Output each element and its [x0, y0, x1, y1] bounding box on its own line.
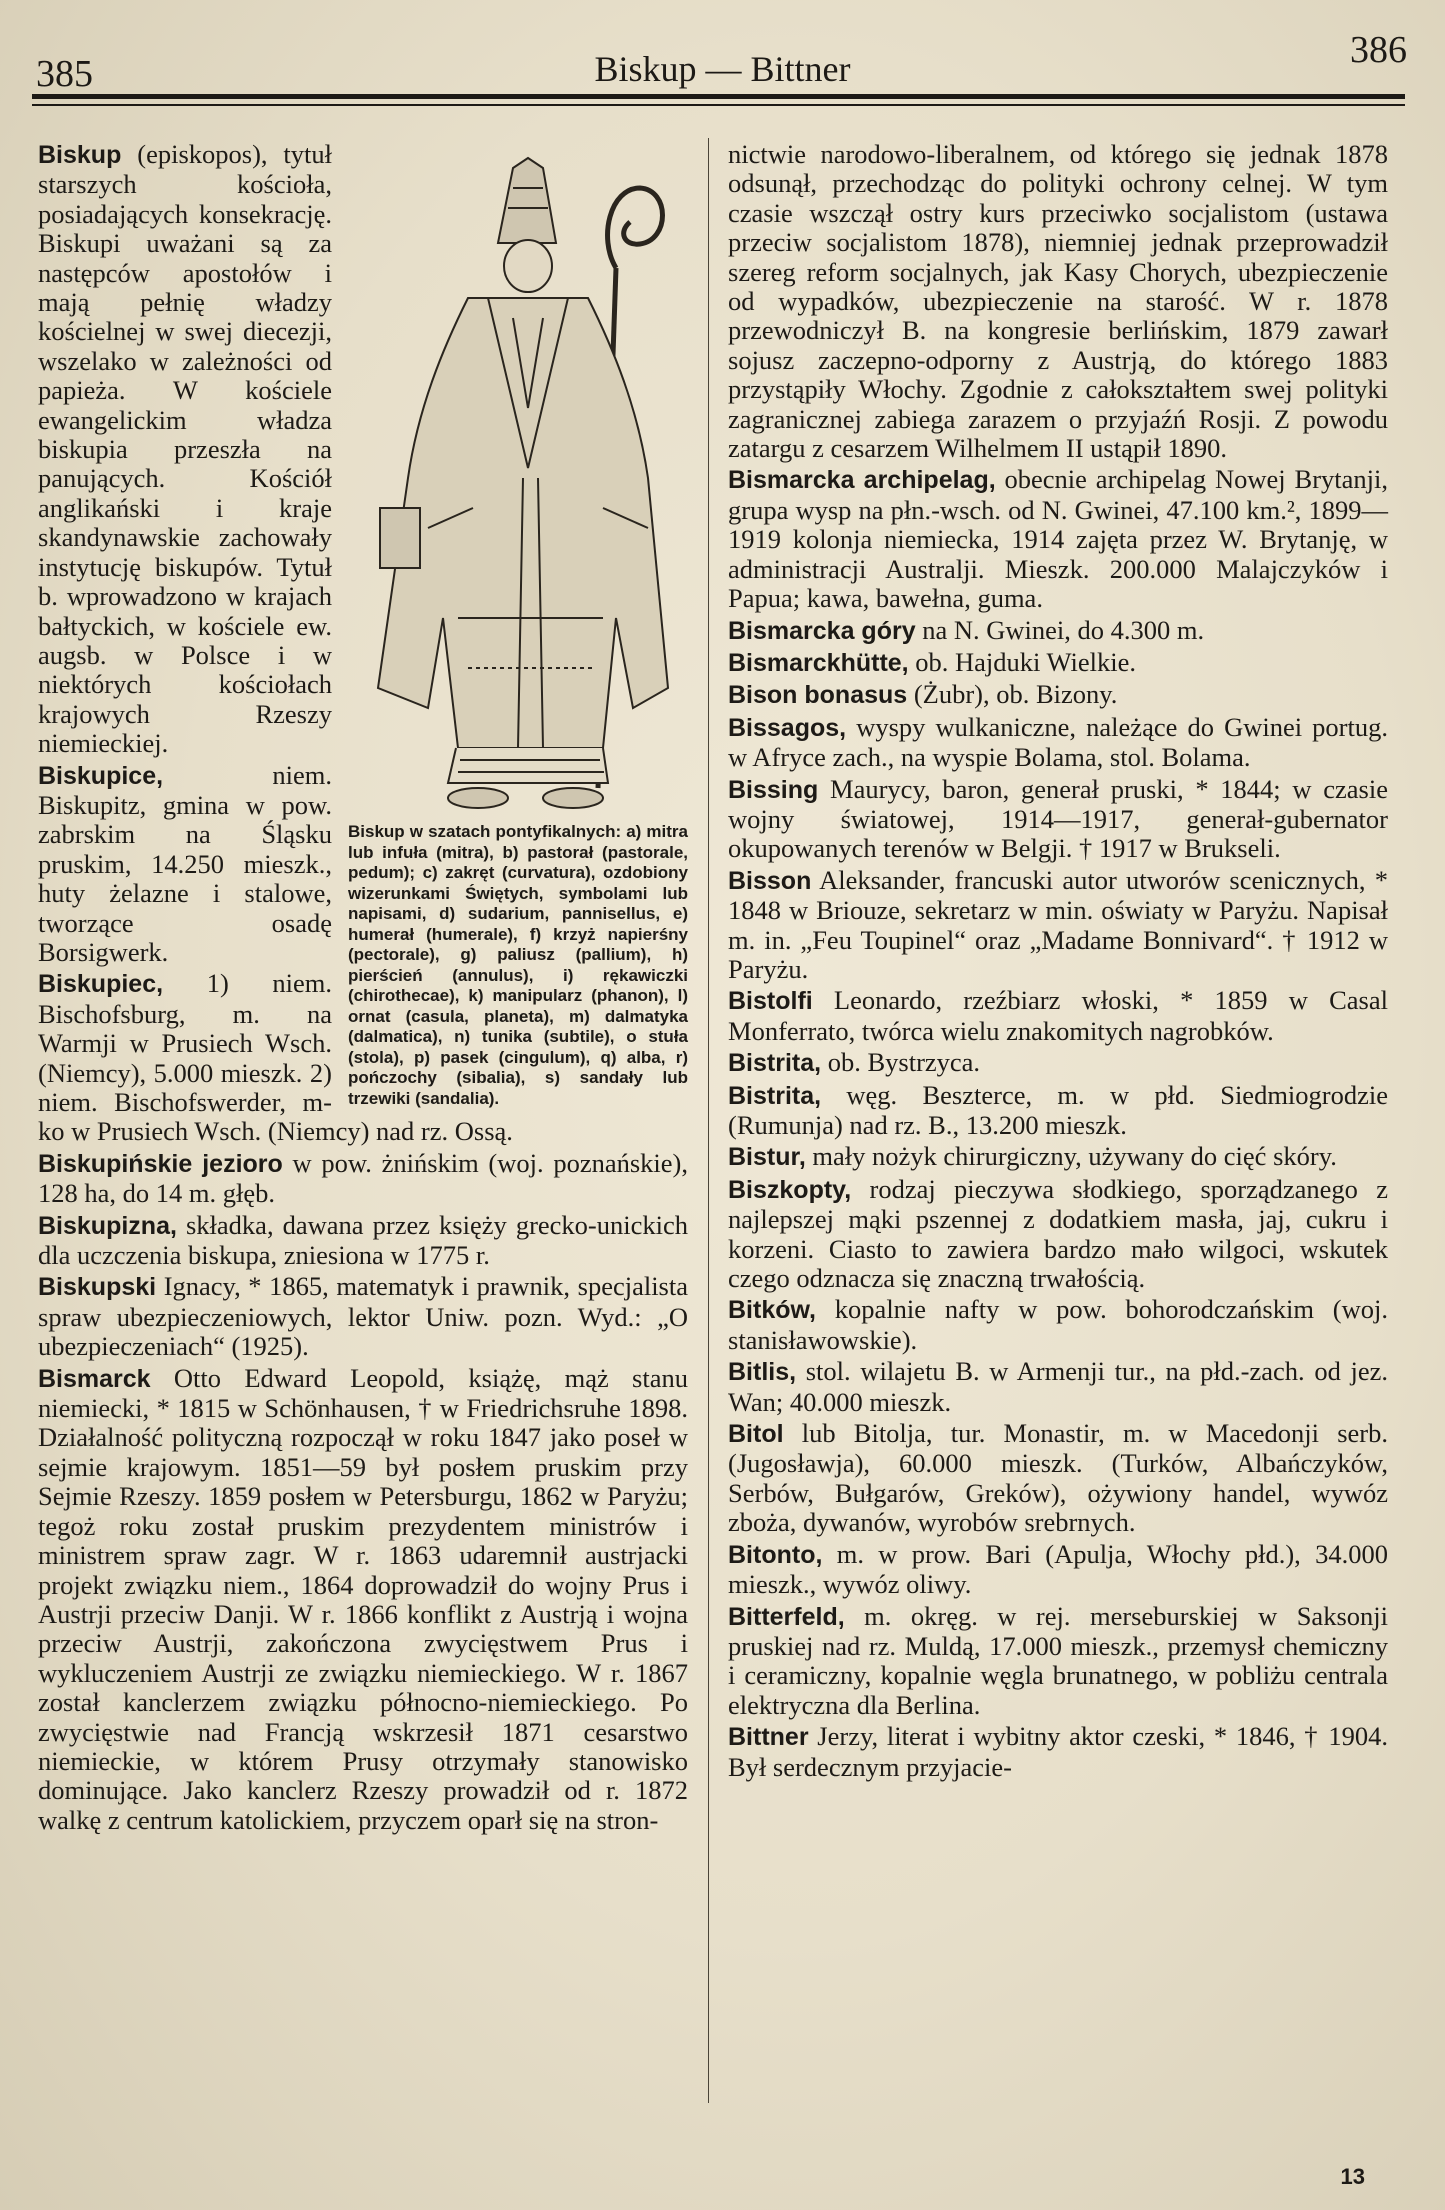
- dictionary-entry: [728, 775, 1388, 864]
- entry-text: m. w prow. Bari (Apulja, Włochy płd.), 34.000 mieszk., wywóz oliwy.: [728, 1538, 1388, 1600]
- dictionary-entry: [728, 1357, 1388, 1417]
- entry-text: Ignacy, * 1865, matematyk i prawnik, specjalista spraw ubezpieczeniowych, lektor Uniw. pozn. Wyd.: „O ubezpieczeniach“ (1925).: [38, 1271, 688, 1362]
- entry-text: ob. Hajduki Wielkie.: [908, 646, 1136, 677]
- dictionary-entry: [728, 648, 1388, 678]
- header-rule-thin: [32, 104, 1405, 106]
- entry-headword: Biskupice,: [38, 761, 164, 790]
- dictionary-entry: [728, 866, 1388, 985]
- entry-text: węg. Beszterce, m. w płd. Siedmiogrodzie (Rumunja) nad rz. B., 13.200 mieszk.: [728, 1079, 1388, 1140]
- entry-text: rodzaj pieczywa słodkiego, sporządzanego z najlepszej mąki pszennej z dodatkiem masła, jaj, cukru i korzeni. Ciasto to zawiera bardzo mało wilgoci, wskutek czego odznacza się znaczną trwałością.: [728, 1173, 1388, 1294]
- bishop-illustration: [348, 148, 688, 818]
- entry-headword: Biskupińskie jezioro: [38, 1149, 283, 1178]
- entry-headword: Bitlis,: [728, 1358, 797, 1387]
- entry-headword: Biskupizna,: [38, 1211, 177, 1240]
- entry-headword: Biszkopty,: [728, 1175, 852, 1204]
- header-rule-thick: [32, 94, 1405, 99]
- entry-headword: Biskup: [38, 141, 122, 169]
- entry-headword: Bistrita,: [728, 1049, 822, 1078]
- page-header: [0, 0, 1445, 110]
- entry-text: na N. Gwinei, do 4.300 m.: [915, 614, 1205, 645]
- entry-text: kopalnie nafty w pow. bohorodczańskim (woj. stanisławowskie).: [728, 1294, 1388, 1355]
- entry-text: niem. Biskupitz, gmina w pow. zabrskim na Śląsku pruskim, 14.250 mieszk., huty żelazne i stalowe, tworzące osadę Borsigwerk.: [38, 759, 332, 967]
- entry-text: (Żubr), ob. Bizony.: [907, 679, 1118, 710]
- entry-headword: Bissagos,: [728, 713, 847, 742]
- entry-text: stol. wilajetu B. w Armenji tur., na płd.-zach. od jez. Wan; 40.000 mieszk.: [728, 1356, 1388, 1417]
- entry-headword: Biskupski: [38, 1273, 157, 1302]
- dictionary-entry: [728, 680, 1388, 710]
- dictionary-entry: [728, 1175, 1388, 1294]
- entry-headword: Bistrita,: [728, 1081, 822, 1110]
- dictionary-entry: [728, 1419, 1388, 1538]
- dictionary-entry: [38, 1211, 688, 1271]
- dictionary-entry: [38, 1364, 688, 1836]
- column-divider: [708, 138, 709, 2103]
- dictionary-entry: [728, 1142, 1388, 1172]
- dictionary-entry: [38, 1149, 688, 1209]
- dictionary-entry: [728, 986, 1388, 1046]
- entry-text: ob. Bystrzyca.: [821, 1047, 981, 1078]
- entry-headword: Bitol: [728, 1420, 784, 1449]
- entry-text: m. okręg. w rej. merseburskiej w Saksonji pruskiej nad rz. Muldą, 17.000 mieszk., przemysł chemiczny i ceramiczny, kopalnie węgla brunatnego, w pobliżu centrala elektryczna dla Berlina.: [728, 1600, 1388, 1720]
- entry-headword: Bismarcka góry: [728, 616, 916, 645]
- entry-text: Jerzy, literat i wybitny aktor czeski, * 1846, † 1904. Był serdecznym przyjacie-: [728, 1721, 1388, 1782]
- entry-text: (episkopos), tytuł starszych kościoła, posiadających konsekrację. Biskupi uważani są za następców apostołów i mają pełnię władzy kościelnej w swej diecezji, wszelako w zależności od papieża. W kościele ewangelickim władza biskupia przeszła na panujących. Kościół anglikański i kraje skandynawskie zachowały instytucję biskupów. Tytuł b. wprowadzono w krajach bałtyckich, w kościele ew. augsb. w Polsce i w niektórych kościołach krajowych Rzeszy niemieckiej.: [38, 139, 332, 759]
- dictionary-entry: [728, 1540, 1388, 1600]
- bishop-figure: [348, 148, 688, 1109]
- entry-text: obecnie archipelag Nowej Brytanji, grupa wysp na płn.-wsch. od N. Gwinei, 47.100 km.², 1899—1919 kolonja niemiecka, 1914 zajęta przez W. Brytanję, w administracji Australji. Mieszk. 200.000 Malajczyków i Papua; kawa, bawełna, guma.: [728, 464, 1389, 614]
- entry-headword: Bitonto,: [728, 1540, 823, 1569]
- dictionary-entry: [728, 1295, 1388, 1355]
- dictionary-entry: [728, 1722, 1388, 1782]
- entry-text: Maurycy, baron, generał pruski, * 1844; w czasie wojny światowej, 1914—1917, generał-gubernator okupowanych terenów w Belgji. † 1917 w Brukseli.: [728, 773, 1388, 864]
- entry-text: Aleksander, francuski autor utworów scenicznych, * 1848 w Briouze, sekretarz w min. oświaty w Paryżu. Napisał m. in. „Feu Toupinel“ oraz „Madame Bonnivard“. † 1912 w Paryżu.: [728, 864, 1388, 984]
- entry-text: nictwie narodowo-liberalnem, od którego się jednak 1878 odsunął, przechodząc do polityki ochrony celnej. W tym czasie wszczął ostry kurs przeciwko socjalistom (ustawa przeciw socjalistom 1878), niemniej jednak przeprowadził szereg reform socjalnych, jak Kasy Chorych, ubezpieczenie od wypadków, ubezpieczenie na starość. W r. 1878 przewodniczył B. na kongresie berlińskim, 1879 zawarł sojusz zaczepno-odporny z Austrją, do którego 1883 przystąpiły Włochy. Zgodnie z całokształtem swej polityki zagranicznej zabiega zarazem o przyjaźń Rosji. Z powodu zatargu z cesarzem Wilhelmem II ustąpił 1890.: [728, 139, 1388, 464]
- entry-text: Otto Edward Leopold, książę, mąż stanu niemiecki, * 1815 w Schönhausen, † w Friedrichsruhe 1898. Działalność polityczną rozpoczął w roku 1847 jako poseł w sejmie krajowym. 1851—59 był posłem pruskim przy Sejmie Rzeszy. 1859 posłem w Petersburgu, 1862 w Paryżu; tegoż roku został pruskim prezydentem ministrów i ministrem spraw zagr. W r. 1863 udaremnił austrjacki projekt związku niem., 1864 doprowadził do wojny Prus i Austrji przeciw Danji. W r. 1866 konflikt z Austrją i wojna przeciw Austrji, zakończona zwycięstwem Prus i wykluczeniem Austrji ze związku niemieckiego. W r. 1867 został kanclerzem związku północno-niemieckiego. Po zwycięstwie nad Francją wskrzesił 1871 cesarstwo niemieckie, w którem Prusy otrzymały stanowisko dominujące. Jako kanclerz Rzeszy prowadził od r. 1872 walkę z centrum katolickiem, przyczem oparł się na stron-: [38, 1362, 688, 1835]
- entry-text: wyspy wulkaniczne, należące do Gwinei portug. w Afryce zach., na wyspie Bolama, stol. Bolama.: [728, 711, 1388, 773]
- page-number-right: 386: [1350, 29, 1407, 71]
- right-column: [728, 140, 1388, 1784]
- entry-headword: Bismarcka archipelag,: [728, 466, 996, 495]
- entry-headword: Bismarck: [38, 1364, 151, 1393]
- entry-text: lub Bitolja, tur. Monastir, m. w Macedonji serb. (Jugosławja), 60.000 mieszk. (Turków, Albańczyków, Serbów, Bułgarów, Greków), ożywiony handel, wywóz zboża, dywanów, wyrobów srebrnych.: [728, 1418, 1388, 1538]
- entry-text: w pow. żnińskim (woj. poznańskie), 128 ha, do 14 m. głęb.: [38, 1147, 688, 1209]
- entry-headword: Bismarckhütte,: [728, 648, 909, 677]
- entry-headword: Bisson: [728, 866, 812, 895]
- entry-headword: Bistolfi: [728, 987, 813, 1016]
- left-column: [38, 140, 688, 1837]
- entry-text: składka, dawana przez księży grecko-unickich dla uczczenia biskupa, zniesiona w 1775 r.: [38, 1209, 688, 1271]
- dictionary-entry: [38, 1272, 688, 1361]
- dictionary-entry: [728, 1081, 1388, 1141]
- entry-headword: Bistur,: [728, 1143, 806, 1172]
- entry-headword: Biskupiec,: [38, 970, 164, 999]
- figure-caption: Biskup w szatach pontyfikalnych: a) mitra lub infuła (mitra), b) pastorał (pastorale, pedum); c) zakręt (curvatura), ozdobiony wizerunkami Świętych, symbolami lub napisami, d) sudarium, pannisellus, e) humerał (humerale), f) krzyż napierśny (pectorale), g) paliusz (pallium), h) pierścień (annulus), i) rękawiczki (chirothecae), k) manipularz (phanon), l) ornat (casula, planeta), m) dalmatyka (dalmatica), n) tunika (subtile), o stuła (stola), p) pasek (cingulum), q) alba, r) pończochy (sibalia), s) sandały lub trzewiki (sandalia).: [348, 822, 688, 1108]
- entry-headword: Bittner: [728, 1723, 809, 1752]
- signature-number: 13: [1340, 2164, 1365, 2189]
- dictionary-entry: [728, 1048, 1388, 1078]
- dictionary-entry: [728, 713, 1388, 773]
- dictionary-entry: [728, 616, 1388, 646]
- entry-text: Leonardo, rzeźbiarz włoski, * 1859 w Casal Monferrato, twórca wielu znakomitych nagrobków.: [728, 985, 1388, 1046]
- entry-text: mały nożyk chirurgiczny, używany do cięć skóry.: [805, 1141, 1337, 1172]
- dictionary-entry: [728, 1602, 1388, 1721]
- dictionary-entry: [728, 140, 1388, 463]
- entry-headword: Bitków,: [728, 1296, 816, 1325]
- page-number-left: 385: [36, 53, 93, 95]
- entry-headword: Bitterfeld,: [728, 1602, 845, 1631]
- running-title: Biskup — Bittner: [594, 49, 851, 89]
- entry-headword: Bissing: [728, 775, 819, 804]
- entry-headword: Bison bonasus: [728, 681, 908, 710]
- entry-text: 1) niem. Bischofsburg, m. na Warmji w Prusiech Wsch. (Niemcy), 5.000 mieszk. 2) niem. Bischofswerder, m-ko w Prusiech Wsch. (Niemcy) nad rz. Ossą.: [38, 968, 513, 1147]
- dictionary-entry: [728, 465, 1388, 613]
